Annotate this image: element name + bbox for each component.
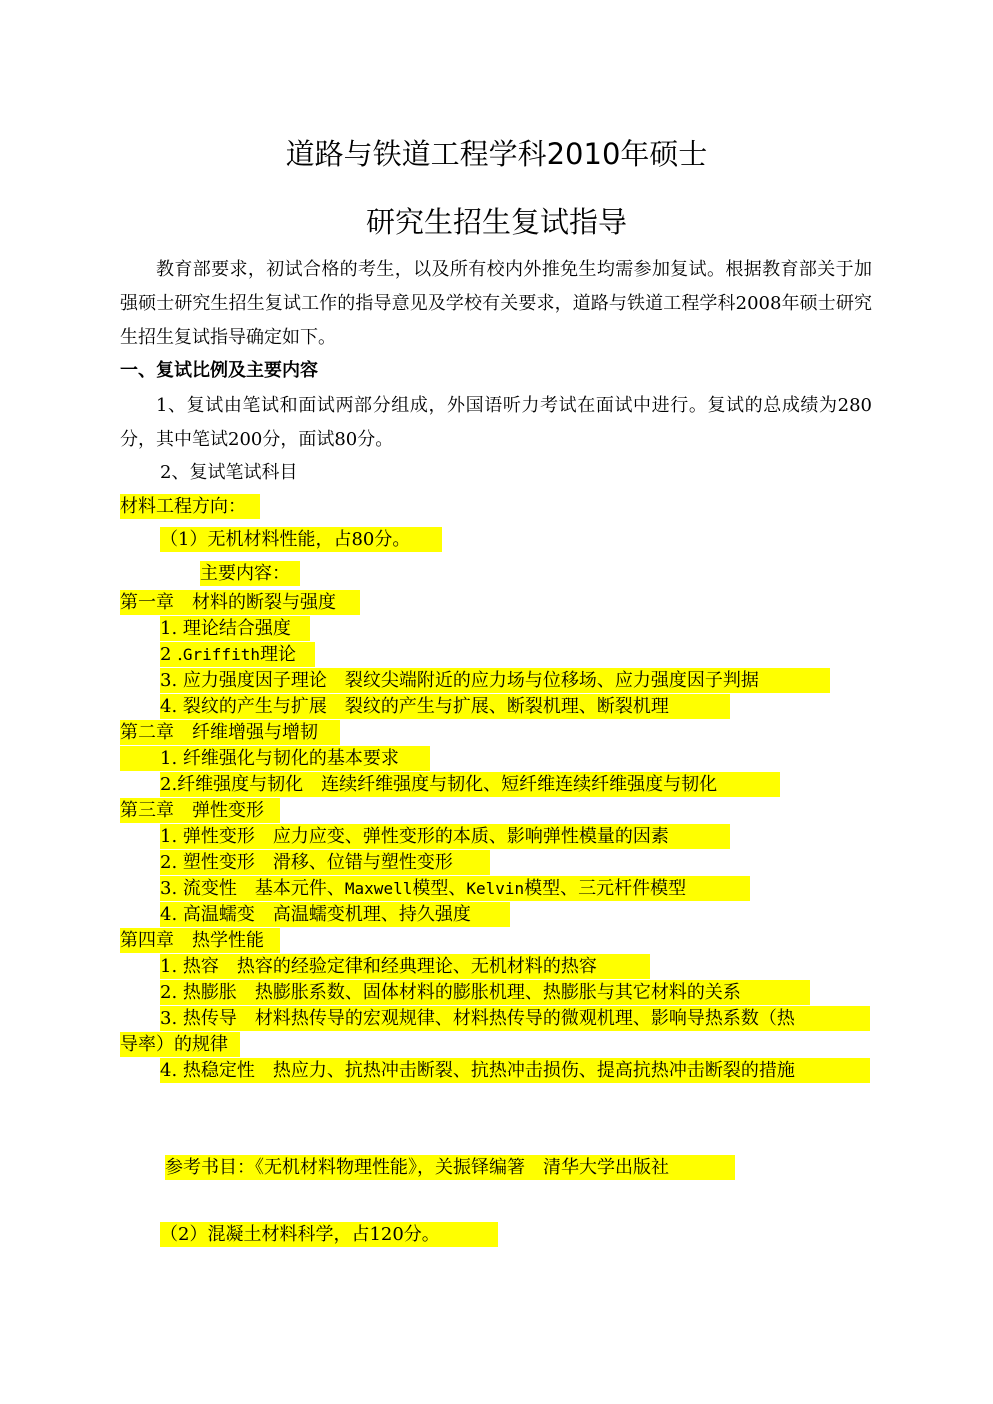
item-2: 2、复试笔试科目 [160,462,298,483]
chapter-2-item-1: 1. 纤维强化与韧化的基本要求 [120,746,430,771]
chapter-4-title: 第四章 热学性能 [120,928,280,953]
chapter-1-item-2-number: 2 . [160,644,183,665]
course-2: （2）混凝土材料科学，占120分。 [160,1222,498,1247]
chapter-1-item-3: 3. 应力强度因子理论 裂纹尖端附近的应力场与位移场、应力强度因子判据 [160,668,830,693]
kelvin-term: Kelvin [466,879,525,898]
chapter-4-item-3-line-2: 导率）的规律 [120,1032,240,1057]
chapter-4-item-2: 2. 热膨胀 热膨胀系数、固体材料的膨胀机理、热膨胀与其它材料的关系 [160,980,810,1005]
chapter-1-title: 第一章 材料的断裂与强度 [120,590,360,615]
chapter-3-item-3-text-a: 3. 流变性 基本元件、 [160,878,345,899]
chapter-3-item-1: 1. 弹性变形 应力应变、弹性变形的本质、影响弹性模量的因素 [160,824,730,849]
chapter-3-item-4: 4. 高温蠕变 高温蠕变机理、持久强度 [160,902,510,927]
chapter-1-item-2-rest: 理论 [259,644,296,665]
griffith-term: Griffith [182,645,260,664]
chapter-1-item-1: 1. 理论结合强度 [160,616,310,641]
chapter-1-item-2 [160,642,315,667]
chapter-2-title: 第二章 纤维增强与增韧 [120,720,340,745]
title-line-2: 研究生招生复试指导 [365,205,627,239]
item-1-paragraph: 1、复试由笔试和面试两部分组成，外国语听力考试在面试中进行。复试的总成绩为280分，其中笔试200分，面试80分。 [120,395,872,450]
chapter-1-item-4: 4. 裂纹的产生与扩展 裂纹的产生与扩展、断裂机理、断裂机理 [160,694,730,719]
title-line-1: 道路与铁道工程学科2010年硕士 [285,137,708,171]
reference-books: 参考书目：《无机材料物理性能》，关振铎编箸 清华大学出版社 [165,1155,735,1180]
intro-paragraph: 教育部要求，初试合格的考生，以及所有校内外推免生均需参加复试。根据教育部关于加强硕士研究生招生复试工作的指导意见及学校有关要求，道路与铁道工程学科2008年硕士研究生招生复试指导确定如下。 [120,259,872,348]
chapter-4-item-3-line-1: 3. 热传导 材料热传导的宏观规律、材料热传导的微观机理、影响导热系数（热 [160,1006,870,1031]
chapter-3-title: 第三章 弹性变形 [120,798,280,823]
chapter-4-item-1: 1. 热容 热容的经验定律和经典理论、无机材料的热容 [160,954,650,979]
chapter-4-item-4: 4. 热稳定性 热应力、抗热冲击断裂、抗热冲击损伤、提高抗热冲击断裂的措施 [160,1058,870,1083]
maxwell-term: Maxwell [344,879,413,898]
chapter-3-item-3-text-c: 模型、三元杆件模型 [524,878,687,899]
direction-label: 材料工程方向： [120,494,260,519]
section-1-heading: 一、复试比例及主要内容 [120,360,318,381]
chapter-3-item-2: 2. 塑性变形 滑移、位错与塑性变形 [160,850,490,875]
chapter-2-item-2: 2.纤维强度与韧化 连续纤维强度与韧化、短纤维连续纤维强度与韧化 [160,772,780,797]
main-content-label: 主要内容： [200,561,300,586]
course-1: （1）无机材料性能，占80分。 [160,527,442,552]
chapter-3-item-3-text-b: 模型、 [412,878,467,899]
chapter-3-item-3 [160,876,750,901]
